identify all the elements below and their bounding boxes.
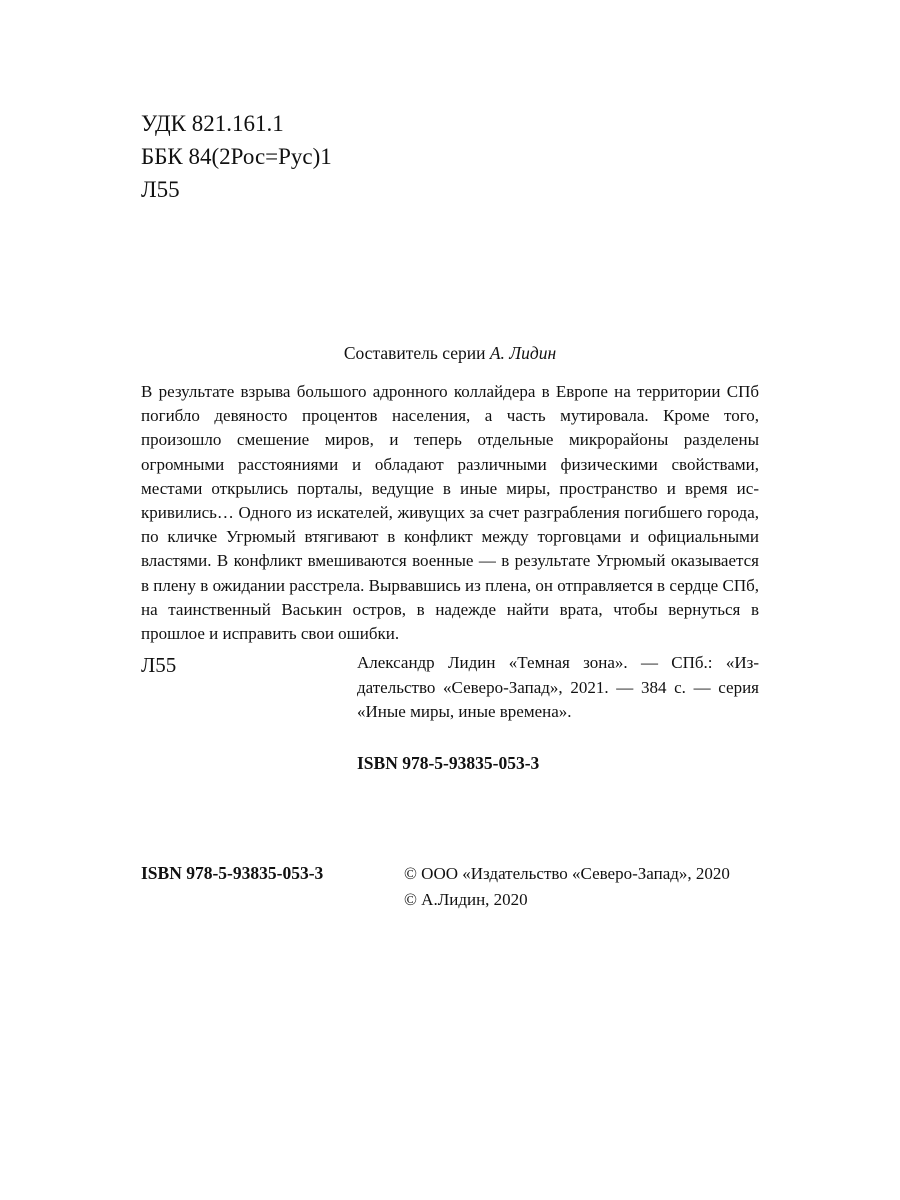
- bibliographic-isbn: ISBN 978-5-93835-053-3: [357, 753, 540, 773]
- footer-isbn: ISBN 978-5-93835-053-3: [141, 863, 324, 883]
- book-annotation: В результате взрыва большого адронного коллайдера в Европе на территории СПб погибло девяносто процентов населения, а часть мутировала. Кроме того, произошло смешение миров, и теперь отдельные микрорайоны разделены огромными расстояниями и обладают различными физическими свойствами, местами открылись порталы, ведущие в иные миры, пространство и время искривились… Одного из искателей, живущих за счет разграбления погибшего города, по кличке Угрюмый втягивают в конфликт между торговцами и официальными властями. В конфликт вмешиваются военные — в результате Угрюмый оказывается в плену в ожидании расстрела. Вырвавшись из плена, он отправляется в сердце СПб, на таинственный Васькин остров, в надежде найти врата, чтобы вернуться в прошлое и исправить свои ошибки.: [141, 382, 759, 644]
- bibliographic-code: Л55: [141, 653, 177, 677]
- series-compiler-label: Составитель серии: [343, 343, 486, 363]
- copyright-author: © А.Лидин, 2020: [404, 889, 528, 909]
- udk-code: УДК 821.161.1: [141, 111, 284, 136]
- author-mark: Л55: [141, 177, 180, 202]
- bibliographic-description: Александр Лидин «Темная зона». — СПб.: «Издательство «Северо-Запад», 2021. — 384 с. — серия «Иные миры, иные времена».: [357, 653, 759, 721]
- series-compiler-name: А. Лидин: [489, 343, 557, 363]
- classification-block: [141, 107, 332, 206]
- copyright-publisher: © ООО «Издательство «Северо-Запад», 2020: [404, 864, 730, 883]
- series-compiler-line: [141, 341, 759, 365]
- bbk-code: ББК 84(2Рос=Рус)1: [141, 144, 332, 169]
- copyright-block: [404, 861, 730, 912]
